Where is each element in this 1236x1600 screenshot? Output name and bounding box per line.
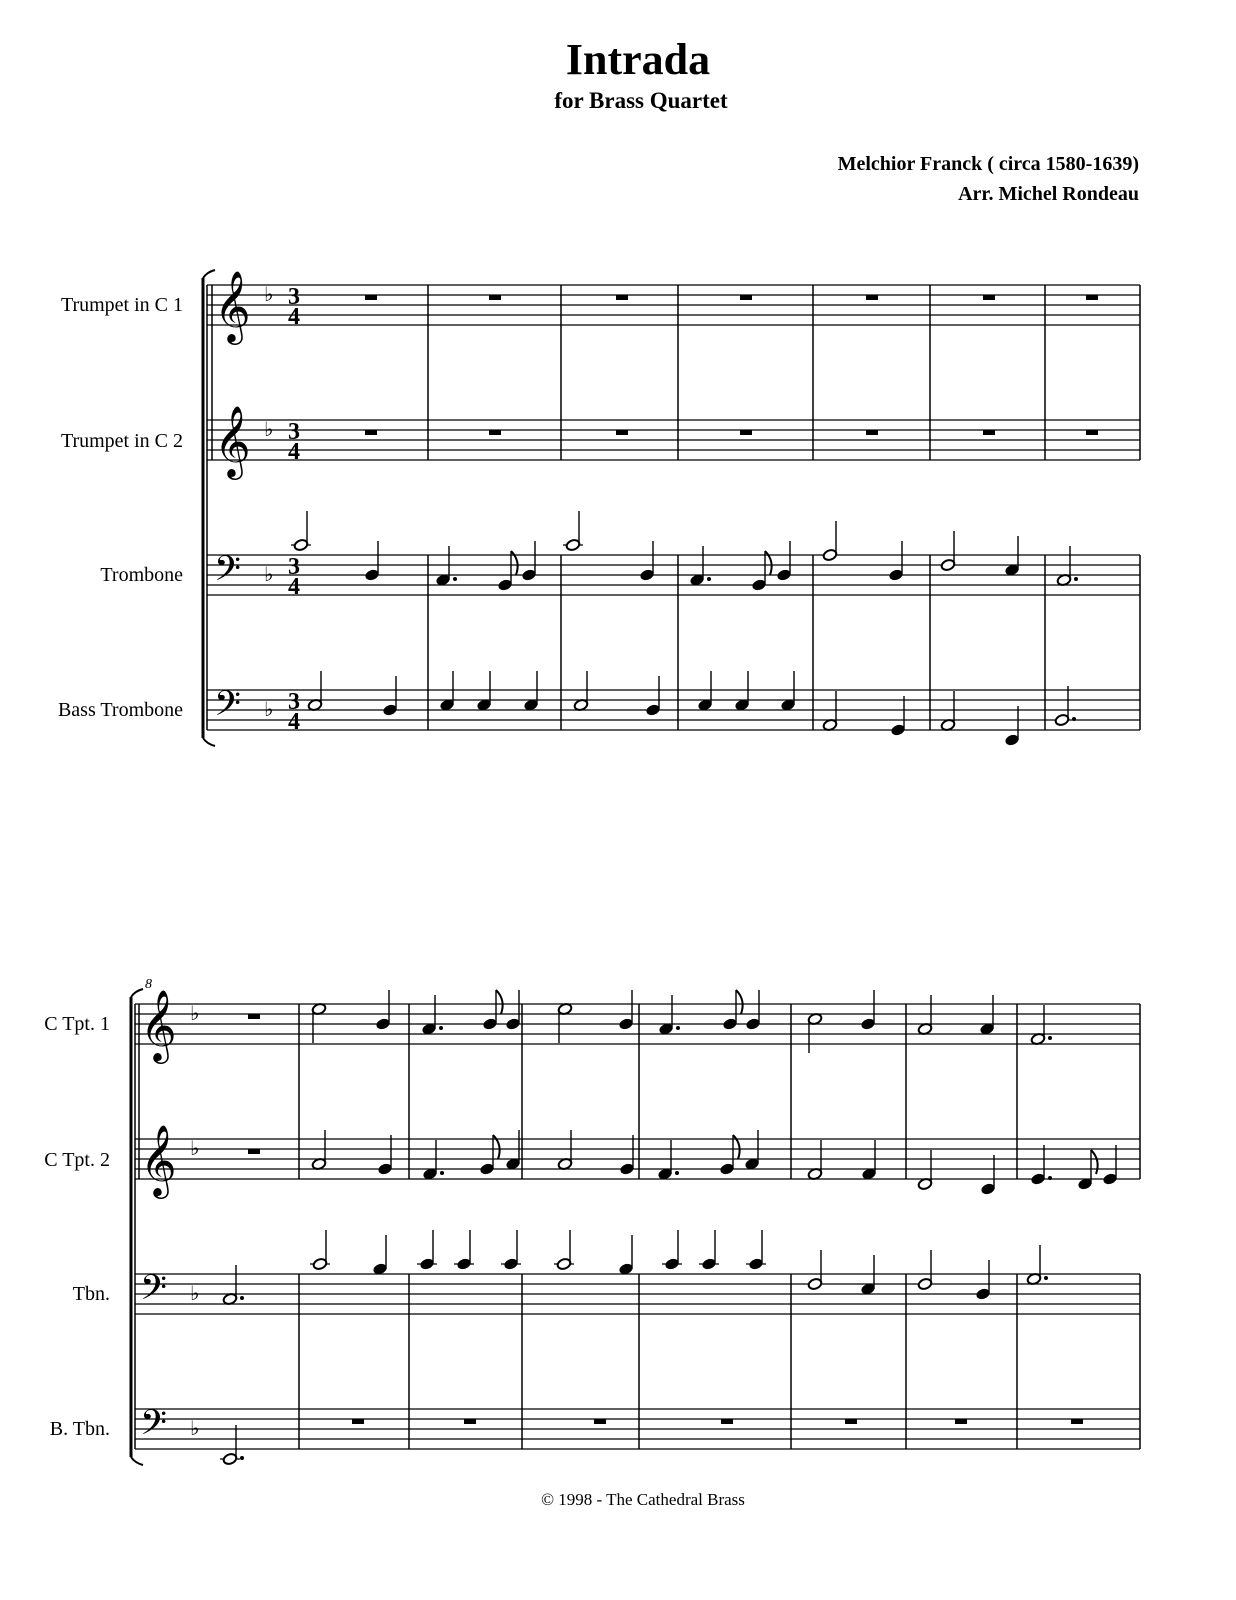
staff-label-trumpet-1-short: C Tpt. 1 xyxy=(44,1013,110,1035)
dot xyxy=(1048,1176,1052,1180)
composer-credit: Melchior Franck ( circa 1580-1639) xyxy=(837,153,1139,175)
whole-rest xyxy=(845,1419,857,1424)
bass-clef: 𝄢 xyxy=(214,683,242,732)
whole-rest xyxy=(1086,295,1098,300)
flat-sign: ♭ xyxy=(190,1281,200,1305)
staff-label-trumpet-2-short: C Tpt. 2 xyxy=(44,1149,110,1171)
whole-rest xyxy=(489,430,501,435)
time-signature-bottom: 4 xyxy=(288,574,300,600)
whole-rest xyxy=(616,295,628,300)
staff-label-trombone-short: Tbn. xyxy=(72,1283,110,1305)
flat-sign: ♭ xyxy=(264,562,274,586)
dot xyxy=(676,1026,680,1030)
bass-clef: 𝄢 xyxy=(140,1267,168,1316)
measure-number: 8 xyxy=(145,977,152,992)
treble-clef: 𝄞 xyxy=(214,404,251,477)
staff-label-bass-trombone-short: B. Tbn. xyxy=(49,1418,110,1440)
whole-rest xyxy=(955,1419,967,1424)
dot xyxy=(1074,577,1078,581)
copyright-notice: © 1998 - The Cathedral Brass xyxy=(541,1490,745,1509)
time-signature-top: 3 xyxy=(288,284,300,310)
whole-rest xyxy=(740,430,752,435)
whole-rest xyxy=(489,295,501,300)
whole-rest xyxy=(464,1419,476,1424)
whole-rest xyxy=(866,295,878,300)
whole-rest xyxy=(248,1014,260,1019)
time-signature-bottom: 4 xyxy=(288,709,300,735)
whole-rest xyxy=(740,295,752,300)
whole-rest xyxy=(365,295,377,300)
dot xyxy=(675,1171,679,1175)
whole-rest xyxy=(866,430,878,435)
score-title: Intrada xyxy=(565,35,711,84)
whole-rest xyxy=(983,430,995,435)
time-signature-bottom: 4 xyxy=(288,439,300,465)
whole-rest xyxy=(1071,1419,1083,1424)
dot xyxy=(1048,1036,1052,1040)
note-flag xyxy=(736,990,743,1014)
dot xyxy=(240,1296,244,1300)
staff-label-trumpet-2: Trumpet in C 2 xyxy=(60,430,183,452)
whole-rest xyxy=(248,1149,260,1154)
treble-clef: 𝄞 xyxy=(214,269,251,342)
treble-clef: 𝄞 xyxy=(140,988,177,1061)
dot xyxy=(439,1026,443,1030)
whole-rest xyxy=(352,1419,364,1424)
whole-rest xyxy=(983,295,995,300)
whole-rest xyxy=(365,430,377,435)
dot xyxy=(440,1171,444,1175)
flat-sign: ♭ xyxy=(190,1136,200,1160)
staff-label-bass-trombone: Bass Trombone xyxy=(57,699,183,721)
whole-rest xyxy=(594,1419,606,1424)
flat-sign: ♭ xyxy=(264,417,274,441)
staff-label-trombone: Trombone xyxy=(100,564,183,586)
flat-sign: ♭ xyxy=(190,1001,200,1025)
whole-rest xyxy=(721,1419,733,1424)
flat-sign: ♭ xyxy=(264,697,274,721)
staff-label-trumpet-1: Trumpet in C 1 xyxy=(60,294,183,316)
whole-rest xyxy=(1086,430,1098,435)
time-signature-top: 3 xyxy=(288,689,300,715)
time-signature-bottom: 4 xyxy=(288,304,300,330)
time-signature-top: 3 xyxy=(288,554,300,580)
dot xyxy=(240,1456,244,1460)
score-subtitle: for Brass Quartet xyxy=(554,88,728,113)
flat-sign: ♭ xyxy=(190,1416,200,1440)
dot xyxy=(707,577,711,581)
bass-clef: 𝄢 xyxy=(214,548,242,597)
dot xyxy=(453,577,457,581)
arranger-credit: Arr. Michel Rondeau xyxy=(958,183,1139,205)
time-signature-top: 3 xyxy=(288,419,300,445)
dot xyxy=(1072,717,1076,721)
dot xyxy=(1044,1276,1048,1280)
note-flag xyxy=(496,990,503,1014)
whole-rest xyxy=(616,430,628,435)
treble-clef: 𝄞 xyxy=(140,1123,177,1196)
flat-sign: ♭ xyxy=(264,282,274,306)
note-flag xyxy=(1091,1150,1098,1174)
bass-clef: 𝄢 xyxy=(140,1402,168,1451)
